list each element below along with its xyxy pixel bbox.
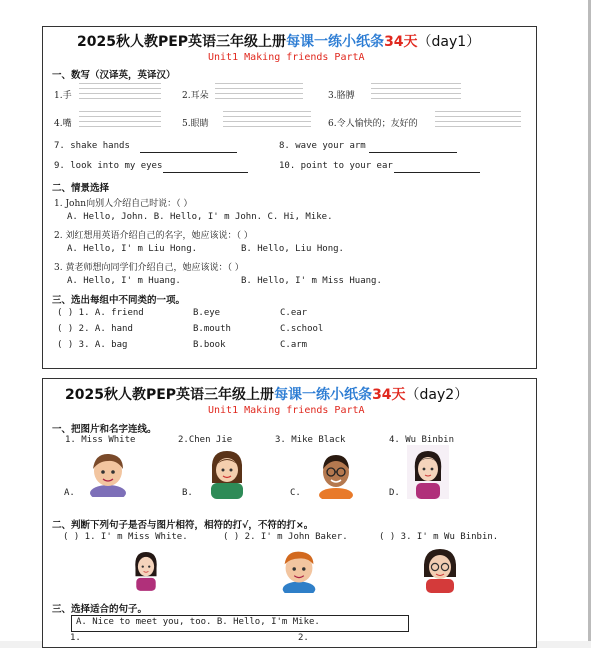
option-letter: A.	[64, 488, 75, 498]
title-days: 34天	[384, 34, 418, 50]
phrase-item: 7. shake hands	[54, 141, 130, 151]
boy-glasses-portrait-icon	[311, 447, 361, 499]
phrase-item: 9. look into my eyes	[54, 161, 163, 171]
phrase-item: 8. wave your arm	[279, 141, 366, 151]
odd-one-out: B.book	[193, 340, 226, 350]
blank-number: 2.	[298, 633, 309, 643]
choice-options: A. Nice to meet you, too. B. Hello, I'm Mike.	[76, 617, 320, 627]
name-label: 1. Miss White	[65, 435, 136, 445]
question-options: A. Hello, John. B. Hello, I' m John. C. Hi, Mike.	[67, 212, 333, 222]
unit-subtitle: Unit1 Making friends PartA	[208, 52, 365, 63]
title-highlight: 每课一练小纸条	[274, 387, 373, 403]
judge-item: ( ) 3. I' m Wu Binbin.	[379, 532, 499, 542]
blank-number: 1.	[70, 633, 81, 643]
question-option: B. Hello, I' m Miss Huang.	[241, 276, 382, 286]
vocab-item: 5.眼睛	[182, 119, 209, 129]
title-day: （day2）	[405, 387, 469, 403]
question-option: A. Hello, I' m Huang.	[67, 276, 181, 286]
answer-line[interactable]	[369, 152, 457, 153]
worksheet-day2	[42, 378, 537, 648]
section-heading: 三、选择适合的句子。	[52, 604, 148, 615]
option-letter: C.	[290, 488, 301, 498]
section-heading: 二、判断下列句子是否与图片相符，相符的打√，不符的打×。	[52, 520, 314, 531]
title-main: 2025秋人教PEP英语三年级上册	[65, 387, 275, 403]
phrase-item: 10. point to your ear	[279, 161, 393, 171]
girl-portrait-icon	[203, 445, 251, 499]
answer-line[interactable]	[394, 172, 480, 173]
title-days: 34天	[372, 387, 406, 403]
worksheet-title	[77, 31, 480, 51]
option-letter: B.	[182, 488, 193, 498]
question: 2. 刘红想用英语介绍自己的名字，她应该说：（ ）	[54, 231, 253, 241]
name-label: 3. Mike Black	[275, 435, 346, 445]
writing-lines[interactable]	[215, 83, 303, 103]
answer-line[interactable]	[140, 152, 237, 153]
section-heading: 一、数写（汉译英，英译汉）	[52, 70, 176, 81]
writing-lines[interactable]	[79, 111, 161, 131]
title-highlight: 每课一练小纸条	[286, 34, 385, 50]
judge-item: ( ) 2. I' m John Baker.	[223, 532, 348, 542]
title-main: 2025秋人教PEP英语三年级上册	[77, 34, 287, 50]
question: 3. 黄老师想向同学们介绍自己，她应该说：（ ）	[54, 263, 244, 273]
question-option: A. Hello, I' m Liu Hong.	[67, 244, 198, 254]
boy-portrait-icon	[83, 447, 133, 497]
odd-one-out: ( ) 2. A. hand	[57, 324, 133, 334]
odd-one-out: C.school	[280, 324, 324, 334]
worksheet-title	[65, 384, 468, 404]
worksheet-day1	[42, 26, 537, 369]
section-heading: 三、选出每组中不同类的一项。	[52, 295, 186, 306]
question: 1. John向别人介绍自己时说：（ ）	[54, 199, 193, 209]
vocab-item: 2.耳朵	[182, 91, 209, 101]
odd-one-out: C.arm	[280, 340, 308, 350]
woman-portrait-icon	[407, 445, 449, 499]
woman-portrait-icon	[129, 545, 163, 593]
boy-portrait-icon	[275, 545, 323, 593]
section-heading: 一、把图片和名字连线。	[52, 424, 157, 435]
title-day: （day1）	[417, 34, 481, 50]
writing-lines[interactable]	[223, 111, 311, 131]
writing-lines[interactable]	[435, 111, 521, 131]
option-letter: D.	[389, 488, 400, 498]
odd-one-out: B.eye	[193, 308, 221, 318]
name-label: 2.Chen Jie	[178, 435, 233, 445]
name-label: 4. Wu Binbin	[389, 435, 455, 445]
writing-lines[interactable]	[371, 83, 461, 103]
odd-one-out: C.ear	[280, 308, 308, 318]
section-heading: 二、情景选择	[52, 183, 110, 194]
judge-item: ( ) 1. I' m Miss White.	[63, 532, 188, 542]
odd-one-out: B.mouth	[193, 324, 231, 334]
unit-subtitle: Unit1 Making friends PartA	[208, 405, 365, 416]
answer-line[interactable]	[163, 172, 248, 173]
vocab-item: 4.嘴	[54, 119, 72, 129]
writing-lines[interactable]	[79, 83, 161, 103]
vocab-item: 1.手	[54, 91, 72, 101]
question-option: B. Hello, Liu Hong.	[241, 244, 344, 254]
woman-glasses-portrait-icon	[417, 545, 463, 593]
odd-one-out: ( ) 3. A. bag	[57, 340, 128, 350]
vocab-item: 6.令人愉快的；友好的	[328, 119, 418, 129]
odd-one-out: ( ) 1. A. friend	[57, 308, 144, 318]
vocab-item: 3.胳膊	[328, 91, 355, 101]
